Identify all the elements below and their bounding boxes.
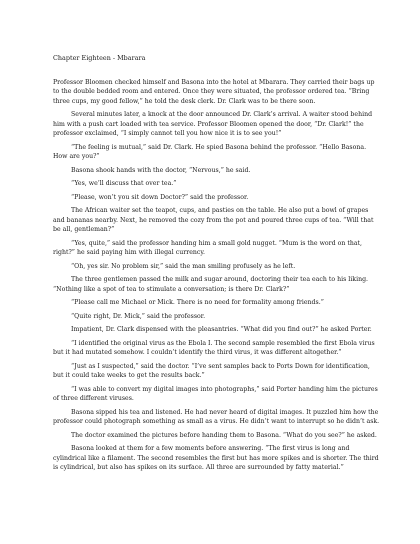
paragraph: “Please, won’t you sit down Doctor?” said the professor. [71, 193, 249, 201]
paragraph: “Oh, yes sir. No problem sir,” said the man smiling profusely as he left. [71, 262, 296, 270]
paragraph: The African waiter set the teapot, cups, and pasties on the table. He also put a bowl of grapes and bananas nearby. Next, he removed the cozy from the pot and poured three cups of tea. “Will that be all, gentleman?” [53, 207, 374, 233]
paragraph: “I was able to convert my digital images into photographs,” said Porter handing him the pictures of three different viruses. [53, 385, 378, 402]
page-body [53, 54, 381, 477]
paragraph: Basona looked at them for a few moments before answering. “The first virus is long and cylindrical like a filament. The second resembles the first but has more spikes and is shorter. The third is cylindrical, but also has spikes on its surface. All three are surrounded by fatty material.” [53, 445, 379, 471]
paragraph: “Please call me Michael or Mick. There is no need for formality among friends.” [71, 299, 324, 306]
chapter-title: Chapter Eighteen - Mbarara [53, 54, 146, 62]
paragraph: Impatient, Dr. Clark dispensed with the pleasantries. “What did you find out?” he asked Porter. [71, 326, 372, 333]
paragraph: Professor Bloomen checked himself and Basona into the hotel at Mbarara. They carried their bags up to the double bedded room and entered. Once they were situated, the professor ordered tea. “Bring three cups, my good fellow,” he told the desk clerk. Dr. Clark was to be there soon. [53, 78, 375, 105]
paragraph: The doctor examined the pictures before handing them to Basona. “What do you see?” he asked. [71, 431, 377, 439]
paragraph: Several minutes later, a knock at the door announced Dr. Clark’s arrival. A waiter stood behind him with a push cart loaded with tea service. Professor Bloomen opened the door, “Dr. Clark!” the professor exclaimed, “I simply cannot tell you how nice it is to see you!” [53, 111, 373, 137]
paragraph: “Yes, quite,” said the professor handing him a small gold nugget. “Mum is the word on that, right?” he said paying him with illegal currency. [53, 239, 363, 256]
paragraph: Basona shook hands with the doctor, “Nervous,” he said. [71, 166, 251, 174]
paragraph: “Yes, we’ll discuss that over tea.” [71, 180, 177, 187]
paragraph: Basona sipped his tea and listened. He had never heard of digital images. It puzzled him how the professor could photograph something as small as a virus. He didn’t want to interrupt so he didn’t ask. [53, 408, 380, 425]
paragraph: “Quite right, Dr. Mick,” said the professor. [71, 312, 206, 320]
paragraph: The three gentlemen passed the milk and sugar around, doctoring their tea each to his liking. “Nothing like a spot of tea to stimulate a conversation; is there Dr. Clark?” [53, 276, 369, 293]
paragraph: “Just as I suspected,” said the doctor. “I’ve sent samples back to Ports Down for identification, but it could take weeks to get the results back.” [53, 362, 370, 379]
paragraph: “The feeling is mutual,” said Dr. Clark. He spied Basona behind the professor. “Hello Basona. How are you?” [53, 143, 367, 160]
paragraph: “I identified the original virus as the Ebola I. The second sample resembled the first Ebola virus but it had mutated somehow. I couldn’t identify the third virus, it was different altogether.” [53, 339, 375, 356]
